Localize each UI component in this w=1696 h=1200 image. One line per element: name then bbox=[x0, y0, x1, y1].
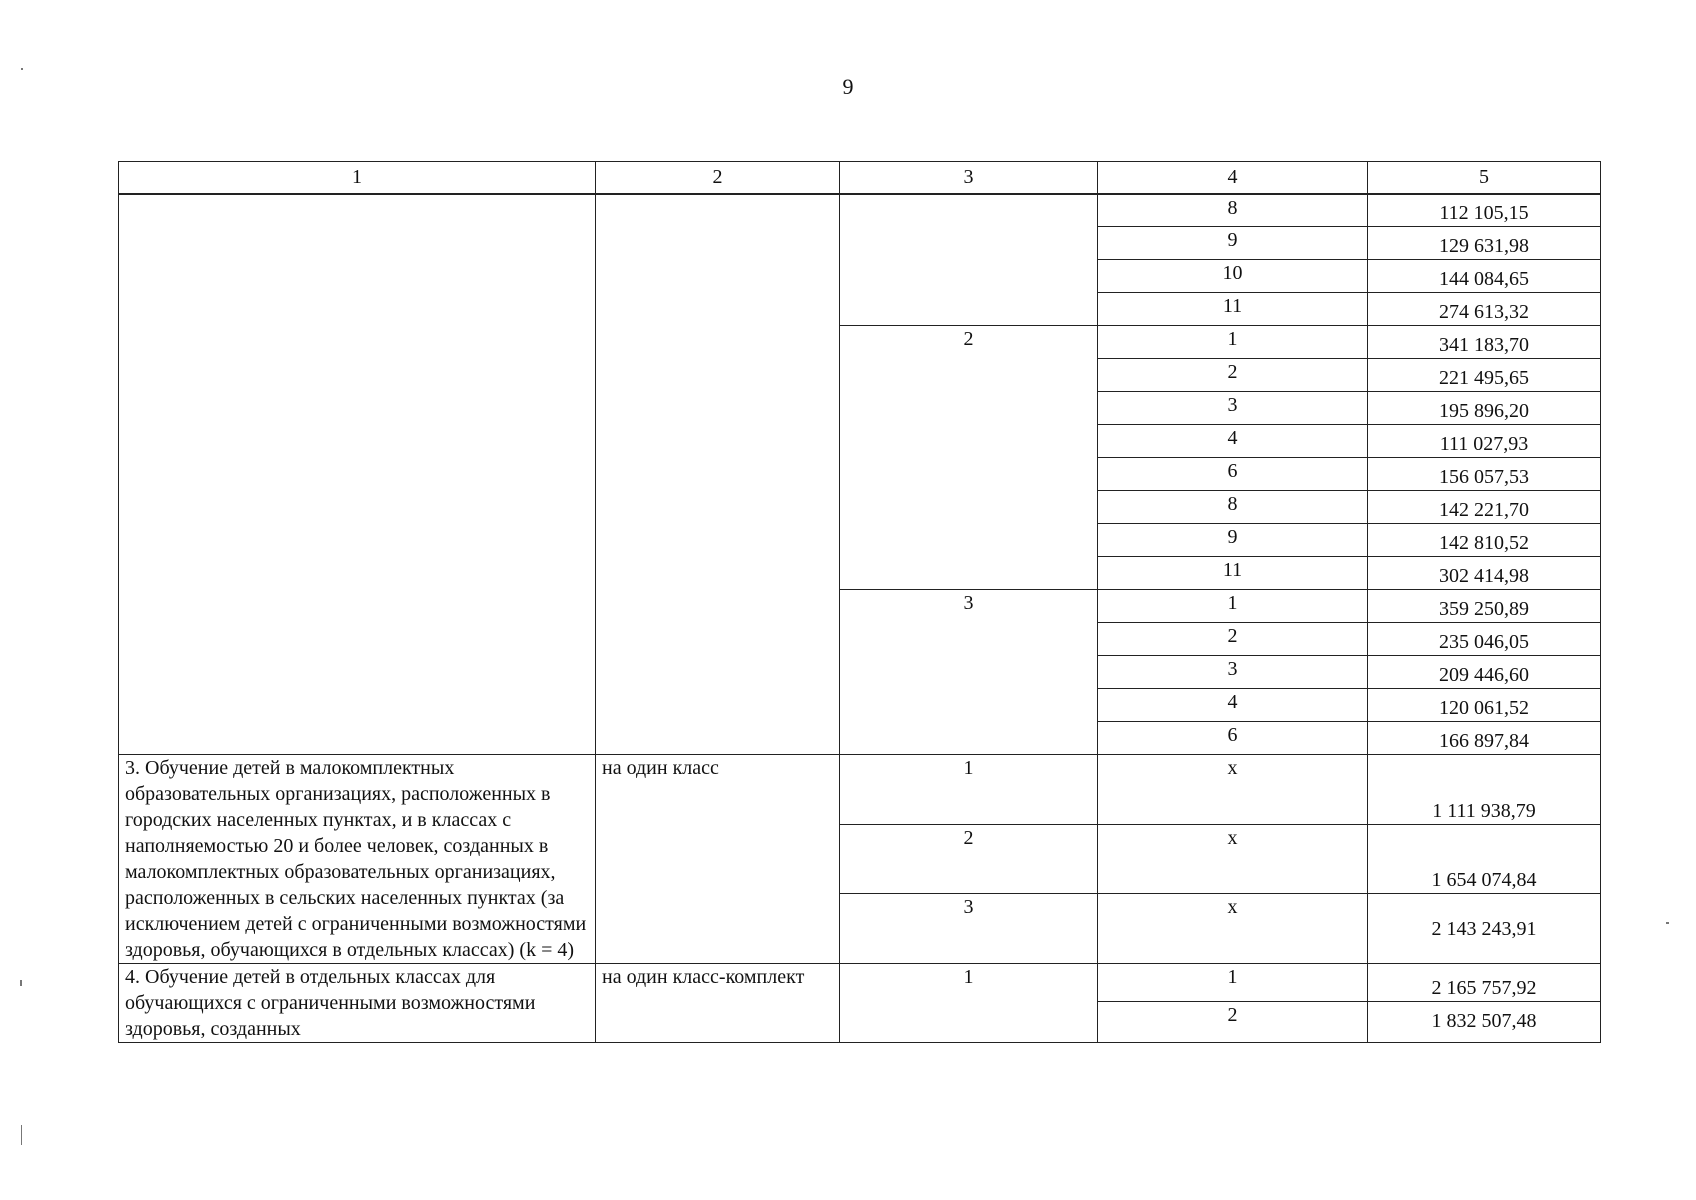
header-col-2: 2 bbox=[596, 162, 840, 194]
class-cell: 11 bbox=[1098, 293, 1368, 326]
header-col-4: 4 bbox=[1098, 162, 1368, 194]
class-cell: 3 bbox=[1098, 656, 1368, 689]
header-col-3: 3 bbox=[840, 162, 1098, 194]
class-cell: х bbox=[1098, 894, 1368, 964]
amount-cell: 2 143 243,91 bbox=[1368, 894, 1601, 964]
class-cell: 2 bbox=[1098, 1002, 1368, 1043]
class-cell: 8 bbox=[1098, 491, 1368, 524]
tariff-table bbox=[118, 161, 1601, 1043]
amount-cell: 1 654 074,84 bbox=[1368, 824, 1601, 894]
amount-cell: 129 631,98 bbox=[1368, 227, 1601, 260]
amount-cell: 235 046,05 bbox=[1368, 623, 1601, 656]
group-cell: 2 bbox=[840, 824, 1098, 894]
table-row bbox=[119, 194, 1601, 227]
item-4-unit: на один класс-комплект bbox=[596, 964, 840, 1043]
class-cell: 6 bbox=[1098, 722, 1368, 755]
amount-cell: 142 221,70 bbox=[1368, 491, 1601, 524]
group-cell: 2 bbox=[840, 326, 1098, 590]
amount-cell: 112 105,15 bbox=[1368, 194, 1601, 227]
amount-cell: 142 810,52 bbox=[1368, 524, 1601, 557]
amount-cell: 120 061,52 bbox=[1368, 689, 1601, 722]
header-col-5: 5 bbox=[1368, 162, 1601, 194]
scan-mark bbox=[20, 980, 22, 986]
item-3-unit: на один класс bbox=[596, 755, 840, 964]
amount-cell: 156 057,53 bbox=[1368, 458, 1601, 491]
amount-cell: 274 613,32 bbox=[1368, 293, 1601, 326]
amount-cell: 359 250,89 bbox=[1368, 590, 1601, 623]
class-cell: 3 bbox=[1098, 392, 1368, 425]
scan-mark bbox=[21, 68, 23, 70]
class-cell: 11 bbox=[1098, 557, 1368, 590]
unit-cell-continued bbox=[596, 194, 840, 755]
group-cell-continued bbox=[840, 194, 1098, 326]
class-cell: х bbox=[1098, 755, 1368, 825]
group-cell: 1 bbox=[840, 964, 1098, 1043]
class-cell: 1 bbox=[1098, 326, 1368, 359]
table-row bbox=[119, 755, 1601, 825]
header-row bbox=[119, 162, 1601, 194]
name-cell-continued bbox=[119, 194, 596, 755]
amount-cell: 341 183,70 bbox=[1368, 326, 1601, 359]
class-cell: 6 bbox=[1098, 458, 1368, 491]
amount-cell: 209 446,60 bbox=[1368, 656, 1601, 689]
amount-cell: 195 896,20 bbox=[1368, 392, 1601, 425]
amount-cell: 302 414,98 bbox=[1368, 557, 1601, 590]
class-cell: 4 bbox=[1098, 689, 1368, 722]
group-cell: 3 bbox=[840, 590, 1098, 755]
class-cell: 2 bbox=[1098, 359, 1368, 392]
amount-cell: 144 084,65 bbox=[1368, 260, 1601, 293]
item-4-name: 4. Обучение детей в отдельных классах для обучающихся с ограниченными возможностями здоровья, созданных bbox=[119, 964, 596, 1043]
amount-cell: 111 027,93 bbox=[1368, 425, 1601, 458]
class-cell: х bbox=[1098, 824, 1368, 894]
group-cell: 1 bbox=[840, 755, 1098, 825]
amount-cell: 1 832 507,48 bbox=[1368, 1002, 1601, 1043]
amount-cell: 221 495,65 bbox=[1368, 359, 1601, 392]
amount-cell: 1 111 938,79 bbox=[1368, 755, 1601, 825]
scan-mark bbox=[1666, 922, 1669, 924]
scan-mark bbox=[21, 1125, 22, 1145]
amount-cell: 166 897,84 bbox=[1368, 722, 1601, 755]
item-3-name: 3. Обучение детей в малокомплектных образовательных организациях, расположенных в городских населенных пунктах, и в классах с наполняемостью 20 и более человек, созданных в малокомплектных образовательных организациях, расположенных в сельских населенных пунктах (за исключением детей с ограниченными возможностями здоровья, обучающихся в отдельных классах) (k = 4) bbox=[119, 755, 596, 964]
header-col-1: 1 bbox=[119, 162, 596, 194]
group-cell: 3 bbox=[840, 894, 1098, 964]
class-cell: 8 bbox=[1098, 194, 1368, 227]
table-row bbox=[119, 964, 1601, 1002]
page-number: 9 bbox=[842, 74, 854, 99]
class-cell: 9 bbox=[1098, 227, 1368, 260]
class-cell: 10 bbox=[1098, 260, 1368, 293]
class-cell: 2 bbox=[1098, 623, 1368, 656]
class-cell: 9 bbox=[1098, 524, 1368, 557]
class-cell: 4 bbox=[1098, 425, 1368, 458]
amount-cell: 2 165 757,92 bbox=[1368, 964, 1601, 1002]
class-cell: 1 bbox=[1098, 964, 1368, 1002]
class-cell: 1 bbox=[1098, 590, 1368, 623]
